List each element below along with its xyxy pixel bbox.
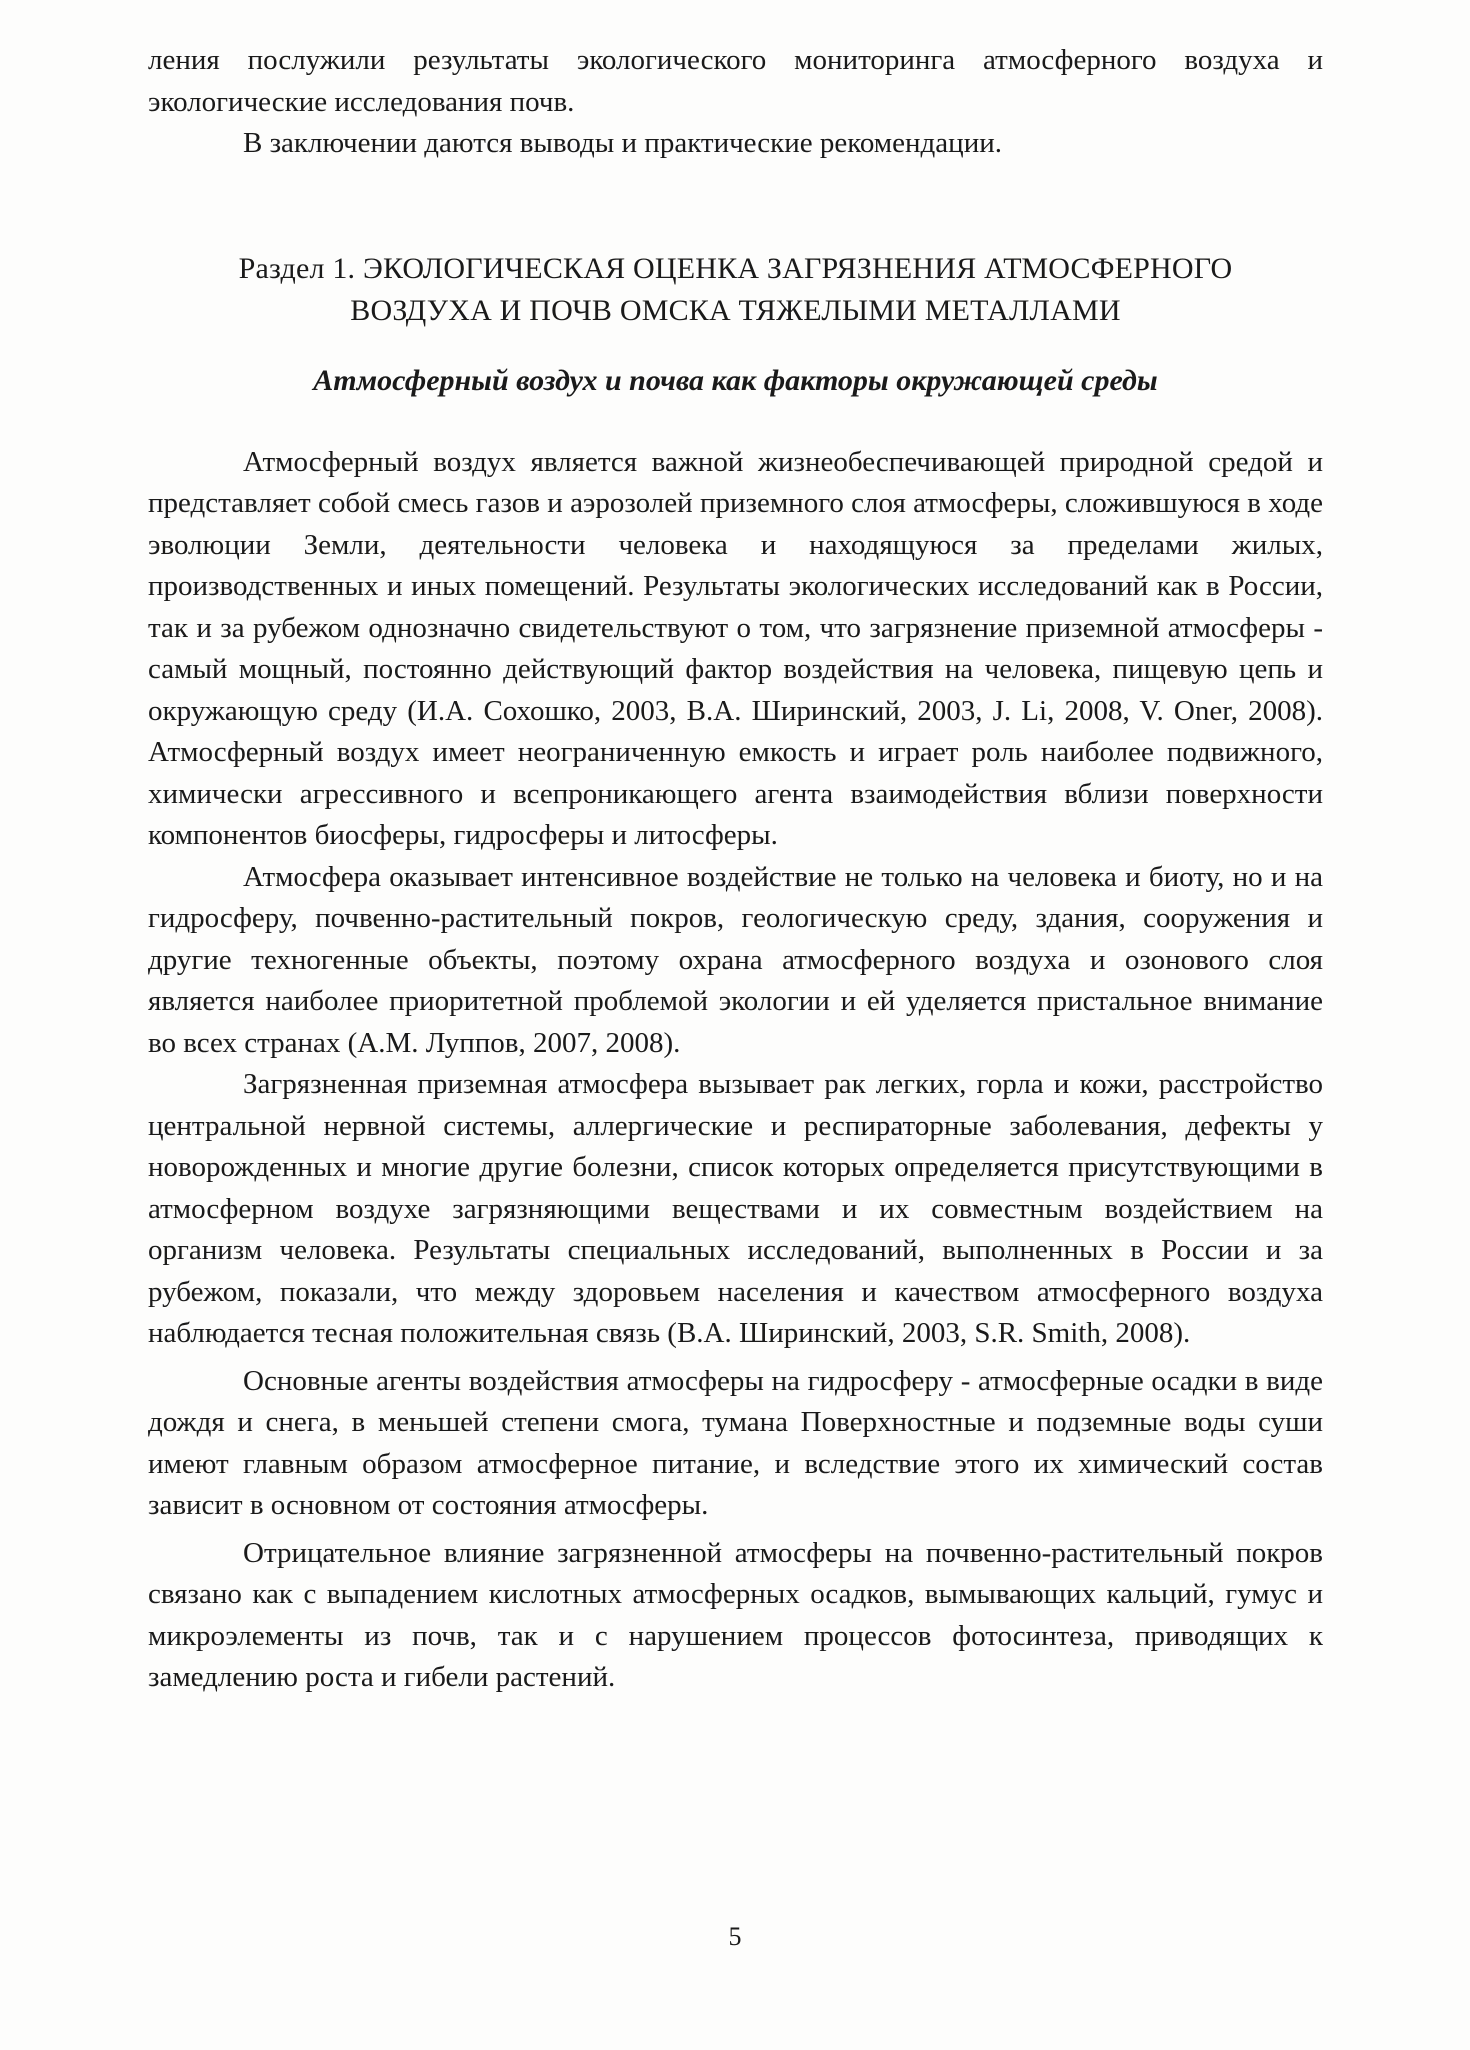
section-title-line-2: ВОЗДУХА И ПОЧВ ОМСКА ТЯЖЕЛЫМИ МЕТАЛЛАМИ bbox=[350, 293, 1121, 327]
text-column bbox=[148, 40, 1323, 1699]
section-title bbox=[148, 248, 1323, 332]
intro-tail-paragraph: ления послужили результаты экологического мониторинга атмосферного воздуха и экологические исследования почв. bbox=[148, 44, 1323, 118]
conclusion-paragraph: В заключении даются выводы и практические рекомендации. bbox=[243, 127, 1002, 159]
body-paragraph-1: Атмосферный воздух является важной жизнеобеспечивающей природной средой и представляет собой смесь газов и аэрозолей приземного слоя атмосферы, сложившуюся в ходе эволюции Земли, деятельности человека и находящуюся за пределами жилых, производственных и иных помещений. Результаты экологических исследований как в России, так и за рубежом однозначно свидетельствуют о том, что загрязнение приземной атмосферы - самый мощный, постоянно действующий фактор воздействия на человека, пищевую цепь и окружающую среду (И.А. Сохошко, 2003, В.А. Ширинский, 2003, J. Li, 2008, V. Oner, 2008). Атмосферный воздух имеет неограниченную емкость и играет роль наиболее подвижного, химически агрессивного и всепроникающего агента взаимодействия вблизи поверхности компонентов биосферы, гидросферы и литосферы. bbox=[148, 445, 1323, 851]
body-paragraph-2: Атмосфера оказывает интенсивное воздействие не только на человека и биоту, но и на гидросферу, почвенно-растительный покров, геологическую среду, здания, сооружения и другие техногенные объекты, поэтому охрана атмосферного воздуха и озонового слоя является наиболее приоритетной проблемой экологии и ей уделяется пристальное внимание во всех странах (А.М. Луппов, 2007, 2008). bbox=[148, 860, 1323, 1059]
subsection-title: Атмосферный воздух и почва как факторы окружающей среды bbox=[313, 363, 1158, 397]
body-paragraph-3: Загрязненная приземная атмосфера вызывает рак легких, горла и кожи, расстройство центральной нервной системы, аллергические и респираторные заболевания, дефекты у новорожденных и многие другие болезни, список которых определяется присутствующими в атмосферном воздухе загрязняющими веществами и их совместным воздействием на организм человека. Результаты специальных исследований, выполненных в России и за рубежом, показали, что между здоровьем населения и качеством атмосферного воздуха наблюдается тесная положительная связь (В.А. Ширинский, 2003, S.R. Smith, 2008). bbox=[148, 1068, 1323, 1349]
section-title-line-1: Раздел 1. ЭКОЛОГИЧЕСКАЯ ОЦЕНКА ЗАГРЯЗНЕНИЯ АТМОСФЕРНОГО bbox=[238, 251, 1233, 285]
body-paragraph-5: Отрицательное влияние загрязненной атмосферы на почвенно-растительный покров связано как с выпадением кислотных атмосферных осадков, вымывающих кальций, гумус и микроэлементы из почв, так и с нарушением процессов фотосинтеза, приводящих к замедлению роста и гибели растений. bbox=[148, 1536, 1323, 1693]
body-paragraph-4: Основные агенты воздействия атмосферы на гидросферу - атмосферные осадки в виде дождя и снега, в меньшей степени смога, тумана Поверхностные и подземные воды суши имеют главным образом атмосферное питание, и вследствие этого их химический состав зависит в основном от состояния атмосферы. bbox=[148, 1364, 1323, 1521]
page-number: 5 bbox=[728, 1922, 742, 1951]
